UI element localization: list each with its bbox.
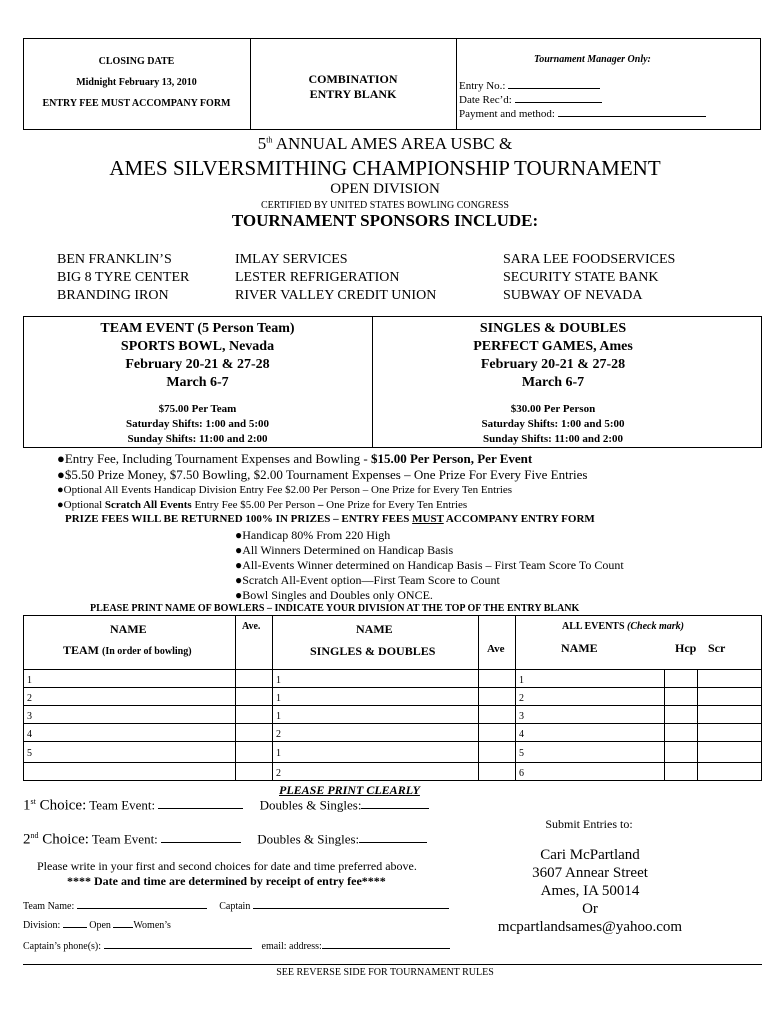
- prize-notice: PRIZE FEES WILL BE RETURNED 100% IN PRIZES – ENTRY FEES MUST ACCOMPANY ENTRY FORM: [65, 513, 595, 525]
- header-divider-2: [456, 38, 457, 130]
- second-doubles-field[interactable]: [359, 842, 427, 843]
- team-event-venue: SPORTS BOWL, Nevada: [120, 339, 275, 354]
- sponsor-item: SECURITY STATE BANK: [503, 270, 659, 285]
- closing-date-value: Midnight February 13, 2010: [76, 77, 197, 88]
- table-col-line: [515, 615, 516, 780]
- open-division-field[interactable]: [63, 927, 87, 928]
- all-events-row-number: 3: [519, 711, 524, 722]
- fee-line-4: ●Optional Scratch All Events Entry Fee $5.00 Per Person – One Prize for Every Ten Entries: [57, 499, 468, 511]
- submit-street: 3607 Annear Street: [532, 865, 648, 881]
- rule-item: ●Bowl Singles and Doubles only ONCE.: [235, 588, 433, 602]
- footer-note: SEE REVERSE SIDE FOR TOURNAMENT RULES: [276, 967, 494, 978]
- fee-notice: ENTRY FEE MUST ACCOMPANY FORM: [42, 98, 231, 109]
- table-col-line: [478, 615, 479, 780]
- second-choice-row: 2nd Choice: Team Event: Doubles & Singles:: [23, 831, 427, 848]
- team-name-field[interactable]: [77, 908, 207, 909]
- first-choice-row: 1st Choice: Team Event: Doubles & Singles:: [23, 797, 429, 814]
- sponsor-item: BRANDING IRON: [57, 288, 169, 303]
- first-doubles-field[interactable]: [361, 808, 429, 809]
- singles-header: SINGLES & DOUBLES: [310, 644, 436, 658]
- division-heading: OPEN DIVISION: [330, 181, 440, 197]
- sponsor-col-1: [57, 251, 189, 305]
- bullet-icon: ●: [57, 451, 65, 466]
- team-row-number: 5: [27, 748, 32, 759]
- bullet-icon: ●: [235, 558, 243, 572]
- singles-name-header: NAME: [356, 622, 393, 636]
- all-events-row-number: 5: [519, 748, 524, 759]
- combo-line2: ENTRY BLANK: [309, 87, 397, 101]
- team-row-number: 4: [27, 729, 32, 740]
- sponsor-item: IMLAY SERVICES: [235, 252, 348, 267]
- sponsor-col-2: [235, 251, 436, 305]
- all-events-row-number: 6: [519, 768, 524, 779]
- table-bottom: [23, 780, 762, 781]
- table-col-line: [761, 615, 762, 780]
- singles-row-number: 1: [276, 711, 281, 722]
- table-row-line: [23, 762, 762, 763]
- bullet-icon: ●: [235, 528, 243, 542]
- rule-item: ●All Winners Determined on Handicap Basis: [235, 543, 454, 557]
- submit-or: Or: [582, 901, 598, 917]
- all-events-row-number: 4: [519, 729, 524, 740]
- all-events-row-number: 1: [519, 675, 524, 686]
- rule-item: ●Scratch All-Event option—First Team Score to Count: [235, 573, 500, 587]
- ave-header-2: Ave: [487, 643, 505, 655]
- email-field[interactable]: [322, 948, 450, 949]
- sponsor-col-3: [503, 251, 675, 305]
- manager-label: Tournament Manager Only:: [534, 54, 651, 65]
- phone-field[interactable]: [104, 948, 252, 949]
- division-row: Division: Open Women’s: [23, 920, 171, 931]
- singles-event-price: $30.00 Per Person: [510, 403, 596, 415]
- sponsor-item: SARA LEE FOODSERVICES: [503, 252, 676, 267]
- table-col-line: [272, 615, 273, 780]
- phone-row: Captain’s phone(s): email: address:: [23, 941, 450, 952]
- annual-heading: 5th ANNUAL AMES AREA USBC &: [257, 134, 513, 153]
- team-event-price: $75.00 Per Team: [158, 403, 237, 415]
- page-title: AMES SILVERSMITHING CHAMPIONSHIP TOURNAMENT: [109, 156, 661, 180]
- singles-row-number: 2: [276, 729, 281, 740]
- singles-event-venue: PERFECT GAMES, Ames: [473, 339, 633, 354]
- date-recd: Date Rec’d:: [459, 94, 602, 106]
- table-header-bottom: [23, 669, 762, 670]
- sponsor-item: RIVER VALLEY CREDIT UNION: [235, 288, 437, 303]
- singles-event-sat: Saturday Shifts: 1:00 and 5:00: [481, 418, 625, 430]
- closing-date-label: CLOSING DATE: [98, 56, 175, 67]
- table-top: [23, 615, 762, 616]
- all-events-header: ALL EVENTS (Check mark): [562, 621, 684, 632]
- second-team-event-field[interactable]: [161, 842, 241, 843]
- table-col-line: [697, 669, 698, 780]
- singles-event-title: SINGLES & DOUBLES: [479, 321, 627, 336]
- print-clearly: PLEASE PRINT CLEARLY: [279, 783, 420, 797]
- table-row-line: [23, 687, 762, 688]
- team-event: [23, 320, 372, 447]
- scr-header: Scr: [708, 641, 726, 655]
- team-row-number: 3: [27, 711, 32, 722]
- team-event-sun: Sunday Shifts: 11:00 and 2:00: [127, 433, 268, 445]
- print-notice: PLEASE PRINT NAME OF BOWLERS – INDICATE YOUR DIVISION AT THE TOP OF THE ENTRY BLANK: [90, 603, 580, 614]
- footer-rule: [23, 964, 762, 965]
- all-events-name-header: NAME: [561, 641, 598, 655]
- team-name-row: Team Name: Captain: [23, 901, 449, 912]
- submit-label: Submit Entries to:: [545, 817, 633, 831]
- table-row-line: [23, 723, 762, 724]
- sponsor-item: BIG 8 TYRE CENTER: [57, 270, 190, 285]
- submit-address: [470, 846, 710, 936]
- rule-item: ●All-Events Winner determined on Handicap Basis – First Team Score To Count: [235, 558, 624, 572]
- table-row-line: [23, 741, 762, 742]
- singles-row-number: 1: [276, 693, 281, 704]
- bullet-icon: ●: [235, 573, 243, 587]
- submit-email[interactable]: mcpartlandsames@yahoo.com: [497, 919, 683, 935]
- sponsor-item: LESTER REFRIGERATION: [235, 270, 400, 285]
- table-col-line: [23, 615, 24, 780]
- first-team-event-field[interactable]: [158, 808, 243, 809]
- preference-note: Please write in your first and second choices for date and time preferred above.: [37, 859, 417, 873]
- singles-event-dates: February 20-21 & 27-28: [480, 357, 626, 372]
- team-event-dates: March 6-7: [166, 375, 229, 390]
- submit-name: Cari McPartland: [540, 847, 640, 863]
- bullet-icon: ●: [57, 499, 64, 511]
- singles-event-dates: March 6-7: [521, 375, 585, 390]
- sponsor-item: SUBWAY OF NEVADA: [503, 288, 643, 303]
- singles-row-number: 1: [276, 675, 281, 686]
- sponsor-item: BEN FRANKLIN’S: [57, 252, 172, 267]
- fee-line-3: ●Optional All Events Handicap Division Entry Fee $2.00 Per Person – One Prize for Every Ten Entries: [57, 484, 513, 496]
- team-header: TEAM (In order of bowling): [63, 643, 192, 657]
- sponsors-heading: TOURNAMENT SPONSORS INCLUDE:: [231, 211, 539, 230]
- receipt-note: **** Date and time are determined by receipt of entry fee****: [67, 874, 386, 888]
- womens-division-field[interactable]: [113, 927, 133, 928]
- team-event-title: TEAM EVENT (5 Person Team): [100, 321, 295, 336]
- rules-list: [235, 528, 624, 603]
- team-name-header: NAME: [110, 622, 147, 636]
- team-row-number: 1: [27, 675, 32, 686]
- hcp-header: Hcp: [675, 641, 697, 655]
- submit-city: Ames, IA 50014: [540, 883, 640, 899]
- certified-line: CERTIFIED BY UNITED STATES BOWLING CONGRESS: [261, 200, 509, 211]
- fee-line-2: ●$5.50 Prize Money, $7.50 Bowling, $2.00 Tournament Expenses – One Prize For Every Five Entries: [57, 467, 588, 482]
- ave-header-1: Ave.: [242, 621, 261, 632]
- table-col-line: [235, 615, 236, 780]
- all-events-row-number: 2: [519, 693, 524, 704]
- singles-event: [372, 320, 734, 447]
- rule-item: ●Handicap 80% From 220 High: [235, 528, 391, 542]
- entry-no: Entry No.:: [459, 80, 600, 92]
- bullet-icon: ●: [57, 484, 64, 496]
- team-event-dates: February 20-21 & 27-28: [125, 357, 270, 372]
- singles-row-number: 2: [276, 768, 281, 779]
- combo-line1: COMBINATION: [308, 72, 398, 86]
- captain-field[interactable]: [253, 908, 449, 909]
- bullet-icon: ●: [57, 467, 65, 482]
- bullet-icon: ●: [235, 588, 243, 602]
- payment-method: Payment and method:: [459, 108, 706, 120]
- table-row-line: [23, 705, 762, 706]
- bullet-icon: ●: [235, 543, 243, 557]
- team-row-number: 2: [27, 693, 32, 704]
- fee-line-1: ●Entry Fee, Including Tournament Expenses and Bowling - $15.00 Per Person, Per Event: [57, 451, 533, 466]
- singles-event-sun: Sunday Shifts: 11:00 and 2:00: [483, 433, 623, 445]
- table-col-line: [664, 669, 665, 780]
- team-event-sat: Saturday Shifts: 1:00 and 5:00: [125, 418, 270, 430]
- singles-row-number: 1: [276, 748, 281, 759]
